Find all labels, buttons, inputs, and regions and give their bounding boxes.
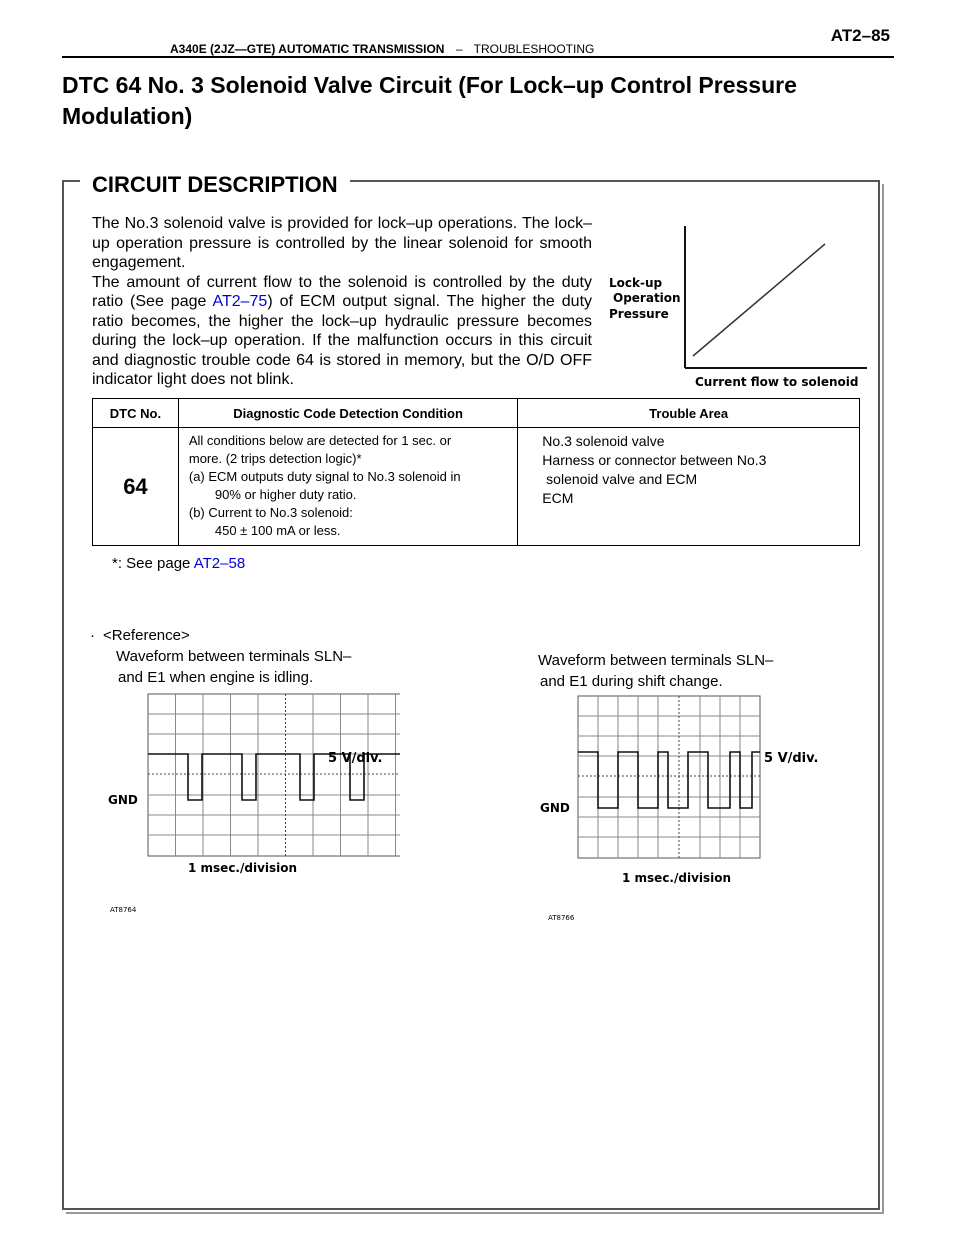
graph-y-label-3: Pressure [609, 307, 669, 321]
running-header [170, 42, 594, 56]
condition-line: (a) ECM outputs duty signal to No.3 solenoid in [188, 469, 461, 484]
reference-bullet: · [90, 627, 95, 644]
condition-line: 90% or higher duty ratio. [214, 487, 357, 502]
condition-line: more. (2 trips detection logic)* [188, 451, 362, 466]
graph-x-label: Current flow to solenoid [695, 375, 859, 389]
oscilloscope-shift [540, 692, 850, 924]
right-caption-line-1: Waveform between terminals SLN– [538, 652, 774, 669]
trouble-area-item: solenoid valve and ECM [542, 471, 698, 487]
page-link-at2-58[interactable]: AT2–58 [193, 555, 246, 572]
trouble-area-item: No.3 solenoid valve [542, 433, 665, 449]
reference-right-caption [538, 650, 773, 692]
table-header-row [93, 399, 860, 428]
left-caption-line-2: and E1 when engine is idling. [118, 669, 314, 686]
page-title: DTC 64 No. 3 Solenoid Valve Circuit (For Lock–up Control Pressure Modulation) [62, 72, 797, 129]
pressure-graph [605, 222, 875, 392]
time-per-div-label: 1 msec./division [622, 871, 732, 885]
figure-code: AT8766 [548, 914, 575, 922]
detection-condition [178, 428, 517, 546]
circuit-description [92, 214, 592, 390]
description-paragraph-1: The No.3 solenoid valve is provided for lock–up operations. The lock–up operation pressure is controlled by the linear solenoid for smooth engagement. [92, 215, 592, 271]
header-separator: – [455, 42, 463, 56]
condition-line: (b) Current to No.3 solenoid: [188, 505, 353, 520]
reference-label: <Reference> [103, 627, 190, 644]
graph-y-label-2: Operation [613, 291, 681, 305]
page-link-at2-75[interactable]: AT2–75 [212, 293, 268, 310]
condition-line: 450 ± 100 mA or less. [214, 523, 341, 538]
gnd-label: GND [108, 793, 138, 807]
scope-grid [148, 694, 400, 856]
scope-waveform [578, 752, 760, 808]
right-caption-line-2: and E1 during shift change. [540, 673, 723, 690]
header-section: TROUBLESHOOTING [473, 42, 595, 56]
oscilloscope-idle [100, 690, 400, 930]
gnd-label: GND [540, 801, 570, 815]
header-rule [62, 56, 894, 58]
volts-per-div-label: 5 V/div. [764, 751, 819, 766]
table-row [93, 428, 860, 546]
header-trouble-area: Trouble Area [518, 399, 860, 428]
reference-left-caption [90, 625, 351, 688]
dtc-table [92, 398, 860, 546]
header-manual-title: A340E (2JZ—GTE) AUTOMATIC TRANSMISSION [170, 42, 445, 56]
left-caption-line-1: Waveform between terminals SLN– [116, 648, 352, 665]
graph-line [693, 244, 825, 356]
trouble-area [518, 428, 860, 546]
page-number: AT2–85 [830, 26, 890, 45]
footnote [112, 555, 245, 572]
description-paragraph-2-start: The amount of current flow to the solenoid is controlled by the duty ratio (See page [92, 273, 592, 310]
trouble-area-item: Harness or connector between No.3 [542, 452, 767, 468]
header-detection-condition: Diagnostic Code Detection Condition [178, 399, 517, 428]
section-heading: CIRCUIT DESCRIPTION [80, 170, 350, 200]
trouble-area-item: ECM [542, 490, 574, 506]
time-per-div-label: 1 msec./division [188, 861, 298, 875]
footnote-text: *: See page [112, 555, 194, 572]
graph-y-label-1: Lock-up [609, 276, 663, 290]
header-dtc-no: DTC No. [93, 399, 179, 428]
volts-per-div-label: 5 V/div. [328, 751, 383, 766]
condition-line: All conditions below are detected for 1 sec. or [188, 433, 452, 448]
description-paragraph-2-end: ) of ECM output signal. The higher the duty ratio becomes, the higher the lock–up hydraulic pressure becomes during the lock–up operation. If the malfunction occurs in this circuit and diagnostic trouble code 64 is stored in memory, but the O/D OFF indicator light does not blink. [92, 293, 593, 388]
scope-grid [578, 696, 760, 858]
dtc-code: 64 [93, 428, 179, 546]
figure-code: AT8764 [110, 906, 137, 914]
